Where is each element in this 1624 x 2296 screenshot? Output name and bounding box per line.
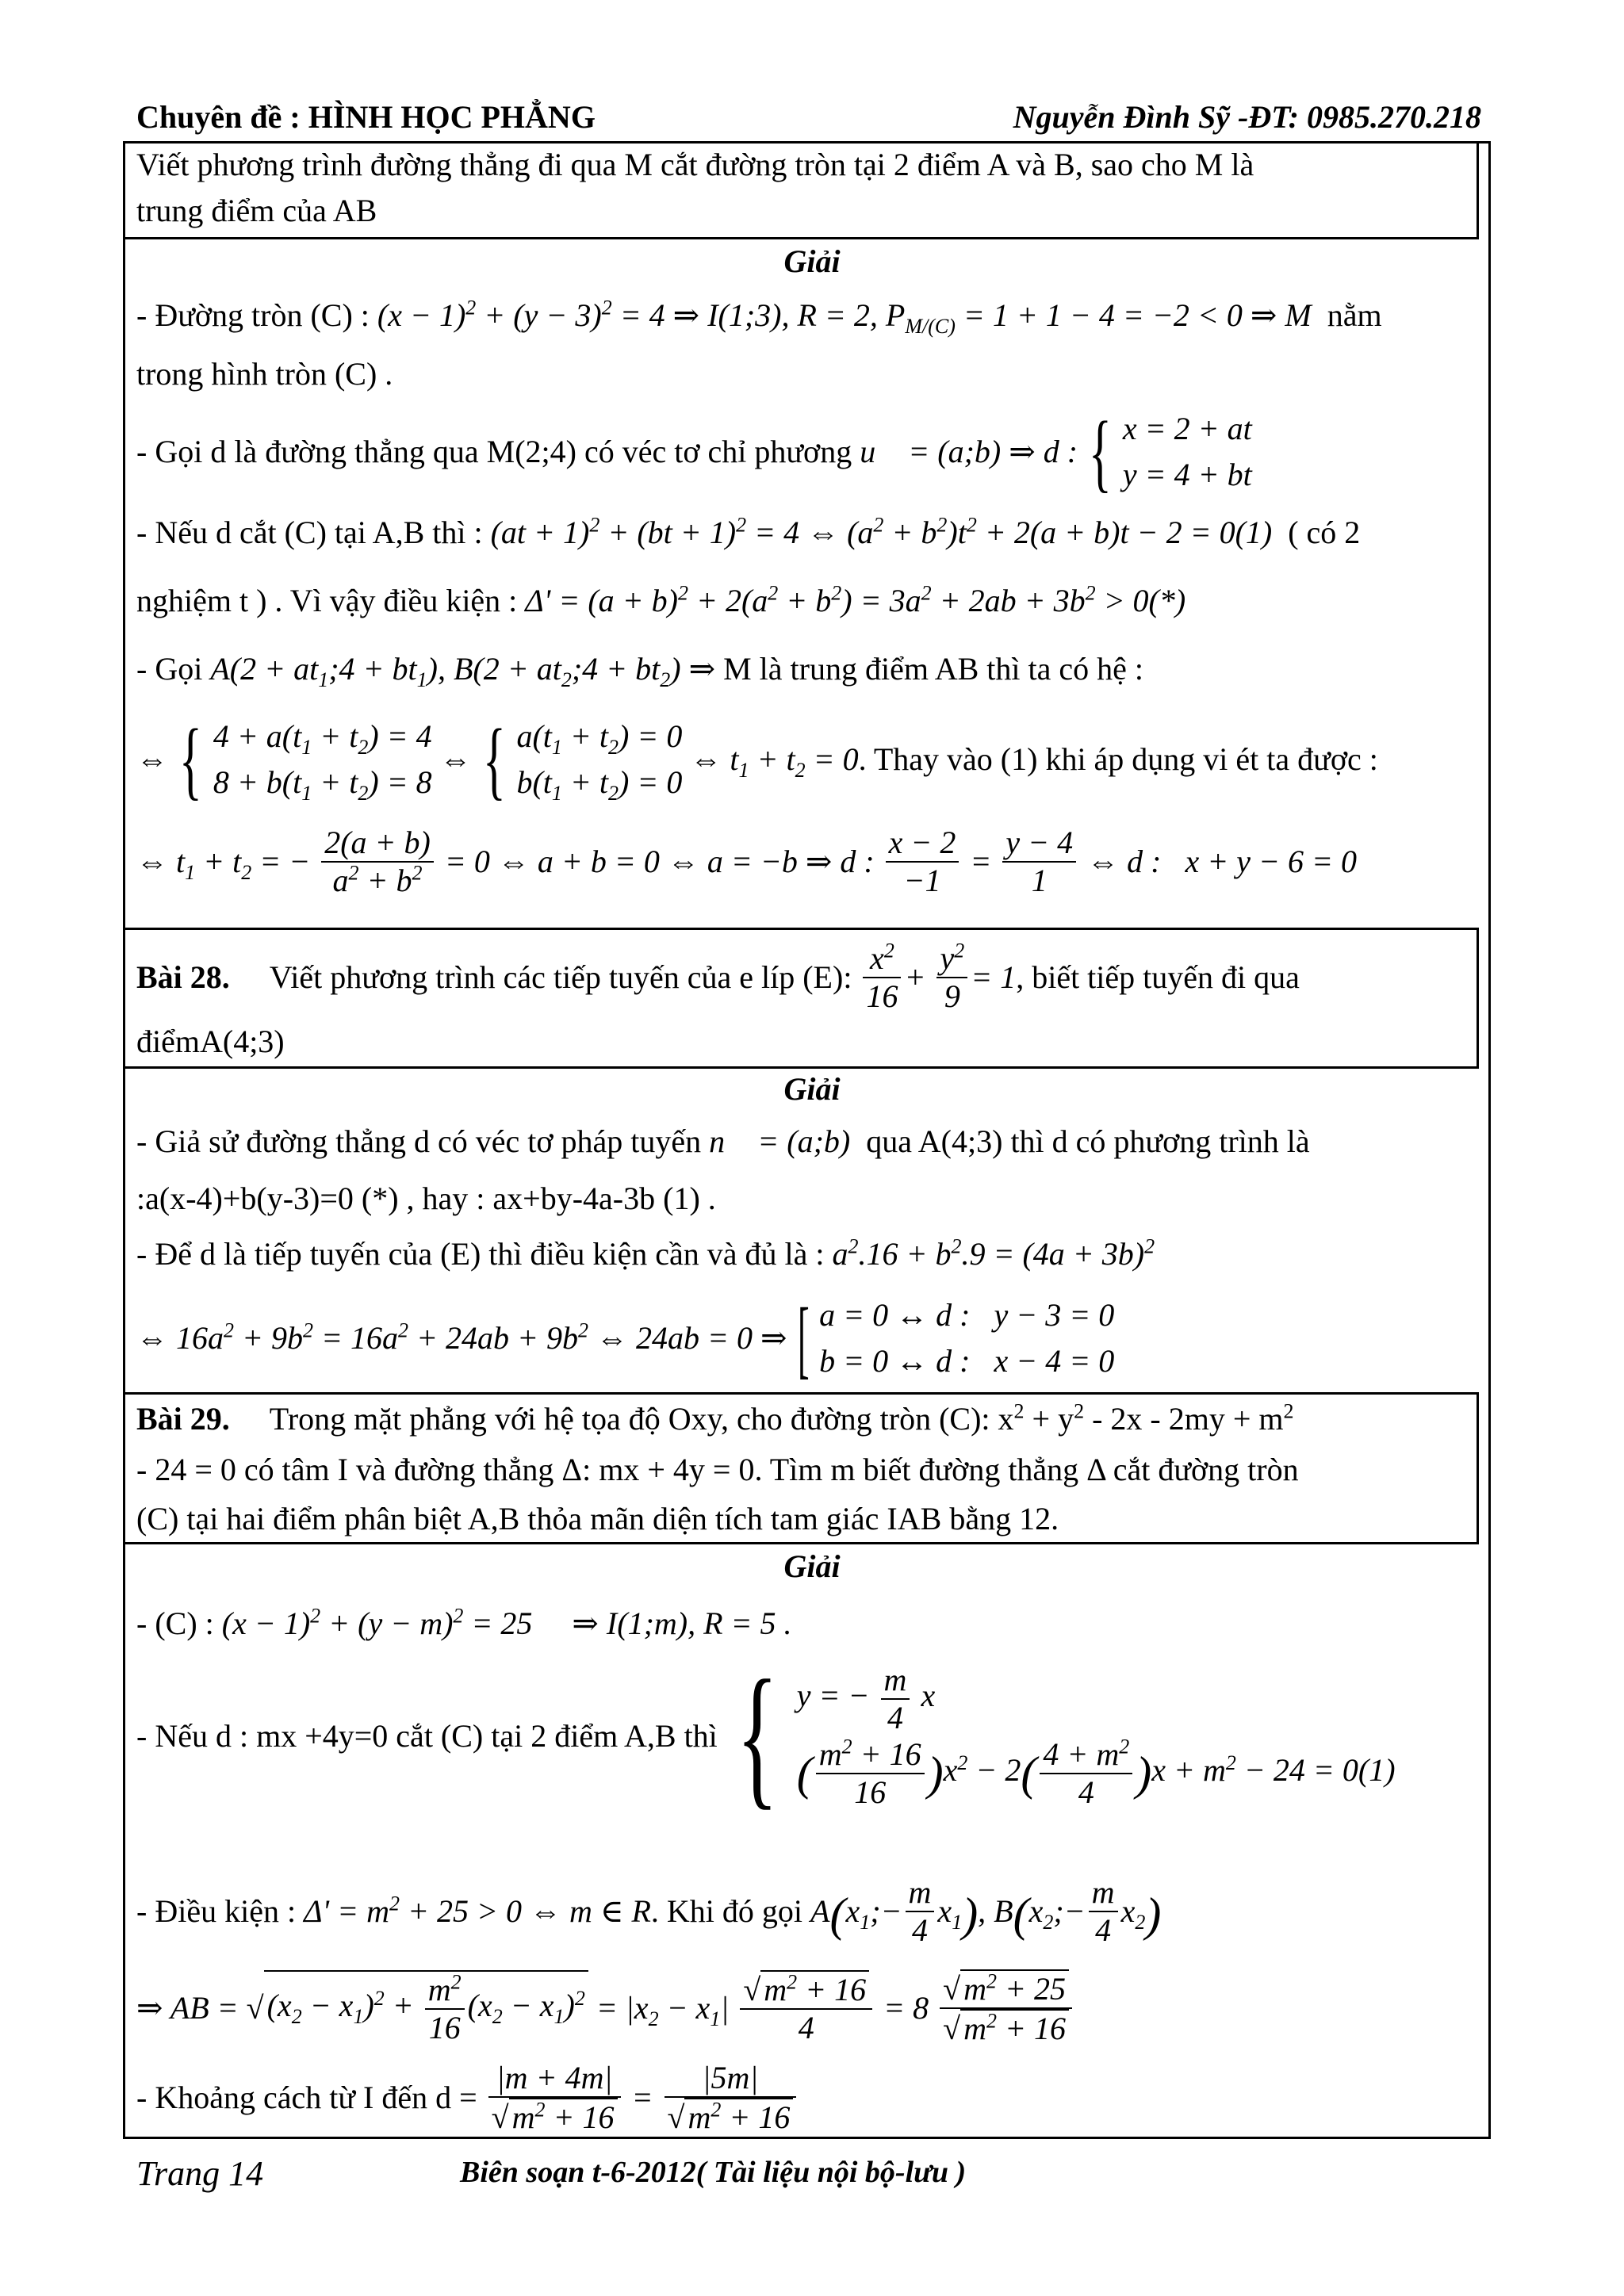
sol28-line-2: :a(x-4)+b(y-3)=0 (*) , hay : ax+by-4a-3b (1) . bbox=[136, 1181, 716, 1216]
solution-heading-29: Giải bbox=[783, 1548, 841, 1584]
sol28-line-1: - Giả sử đường thẳng d có véc tơ pháp tuyến n⃗ = (a;b) qua A(4;3) thì d có phương trình là bbox=[136, 1123, 1310, 1159]
sol27-line-7: ⇔ { $4 + a(t_1 + t_2) = 4$ $8 + b(t_1 + t_2) = 8$ ⇔ { $a(t_1 + t_2) = 0$ $b(t_1 + t_2) = 0$ ⇔ $t_1 + t_2 = 0$. Thay vào (1) khi áp dụng vi ét ta được : bbox=[136, 711, 1378, 808]
problem-29-line-2: - 24 = 0 có tâm I và đường thẳng Δ: mx + 4y = 0. Tìm m biết đường thẳng Δ cắt đường tròn bbox=[136, 1452, 1299, 1487]
problem-28-line-2: điểmA(4;3) bbox=[136, 1024, 285, 1059]
sol27-line-3: - Gọi d là đường thẳng qua M(2;4) có véc tơ chỉ phương u⃗ = (a;b) ⇒ d : { x = 2 + at y = 4 + bt bbox=[136, 404, 1252, 500]
sol28-line-4: ⇔ $16a^2 + 9b^2 = 16a^2 + 24ab + 9b^2$ ⇔ 24ab = 0 ⇒ [ a = 0 ↔ d : y − 3 = 0 b = 0 ↔ d : x − 4 = 0 bbox=[136, 1290, 1115, 1387]
problem-27-line-1: Viết phương trình đường thẳng đi qua M cắt đường tròn tại 2 điểm A và B, sao cho M là bbox=[136, 147, 1254, 182]
sol27-line-2: trong hình tròn (C) . bbox=[136, 356, 393, 392]
solution-heading-28: Giải bbox=[783, 1071, 841, 1107]
sol29-line-1: - (C) : $(x - 1)^2 + (y - m)^2 = 25$ ⇒ I(1;m), R = 5 . bbox=[136, 1604, 792, 1641]
header-topic: Chuyên đề : HÌNH HỌC PHẲNG bbox=[136, 99, 596, 135]
problem-29-line-1: Bài 29. Trong mặt phẳng với hệ tọa độ Oxy, cho đường tròn (C): $x^2 + y^2 - 2x - 2my + m^2$ bbox=[136, 1399, 1294, 1437]
page-number: Trang 14 bbox=[136, 2154, 264, 2193]
sol27-line-1: - Đường tròn (C) : $(x - 1)^2 + (y - 3)^2 = 4$ ⇒ I(1;3), R = 2, $P_{M/(C)} = 1 + 1 - 4 = -2 < 0$ ⇒ M nằm bbox=[136, 296, 1382, 338]
header-author: Nguyễn Đình Sỹ -ĐT: 0985.270.218 bbox=[1013, 99, 1481, 135]
sol27-line-6: - Gọi $A(2 + at_1;4 + bt_1)$, $B(2 + at_2;4 + bt_2)$ ⇒ M là trung điểm AB thì ta có hệ : bbox=[136, 651, 1144, 691]
problem-29-line-3: (C) tại hai điểm phân biệt A,B thỏa mãn diện tích tam giác IAB bằng 12. bbox=[136, 1501, 1059, 1536]
sol29-line-2: - Nếu d : mx +4y=0 cắt (C) tại 2 điểm A,B thì { y = − $\frac{m}{4}$ x ( $\frac{m^2 + 16}{16}$ )$x^2 - 2$( $\frac{4 + m^2}{4}$ )$x + m^2 - 24 = 0(1)$ bbox=[136, 1648, 1396, 1823]
solution-heading: Giải bbox=[783, 243, 841, 279]
problem-27-line-2: trung điểm của AB bbox=[136, 193, 377, 228]
sol27-line-8: ⇔ $t_1 + t_2$ = − $\frac{2(a + b)}{a^2 + b^2}$ = 0 ⇔ a + b = 0 ⇔ a = −b ⇒ d : $\frac{x - 2}{-1}$ = $\frac{y - 4}{1}$ ⇔ d : x + y − 6 = 0 bbox=[136, 825, 1357, 898]
problem-28-line-1: Bài 28. Viết phương trình các tiếp tuyến của e líp (E): $\frac{x^2}{16}$ + $\frac{y^2}{9}$ = 1, biết tiếp tuyến đi qua bbox=[136, 939, 1300, 1014]
sol27-line-5: nghiệm t ) . Vì vậy điều kiện : $\Delta' = (a + b)^2 + 2(a^2 + b^2) = 3a^2 + 2ab + 3b^2 > 0(*)$ bbox=[136, 581, 1186, 618]
sol29-line-3: - Điều kiện : $\Delta' = m^2 + 25 > 0$ ⇔ m ∈ R. Khi đó gọi $A(x_1;-$ $\frac{m}{4}$ $x_1$), $B(x_2;-$ $\frac{m}{4}$ $x_2$) bbox=[136, 1874, 1162, 1948]
sol28-line-3: - Để d là tiếp tuyến của (E) thì điều kiện cần và đủ là : $a^2.16 + b^2.9 = (4a + 3b)^2$ bbox=[136, 1234, 1155, 1272]
sol29-line-5: - Khoảng cách từ I đến d = $\frac{|m + 4m|}{√ m^2 + 16}$ = $\frac{|5m|}{√ m^2 + 16}$ bbox=[136, 2060, 799, 2136]
footer-note: Biên soạn t-6-2012( Tài liệu nội bộ-lưu ) bbox=[460, 2156, 967, 2189]
sol27-line-4: - Nếu d cắt (C) tại A,B thì : (at + 1)$^2$ + (bt + 1)$^2$ = 4 ⇔ $(a^2 + b^2)t^2 + 2(a + b)t - 2 = 0(1)$ ( có 2 bbox=[136, 513, 1361, 550]
sol29-line-4: ⇒ AB = √ $(x_2 - x_1)^2$ + $\frac{m^2}{16}$ $(x_2 - x_1)^2 = |x_2 - x_1|$ $\frac{√ m^2 + 16}{4}$ = 8 $\frac{√ m^2 + 25}{√ m^2 + 16}$ bbox=[136, 1969, 1075, 2047]
